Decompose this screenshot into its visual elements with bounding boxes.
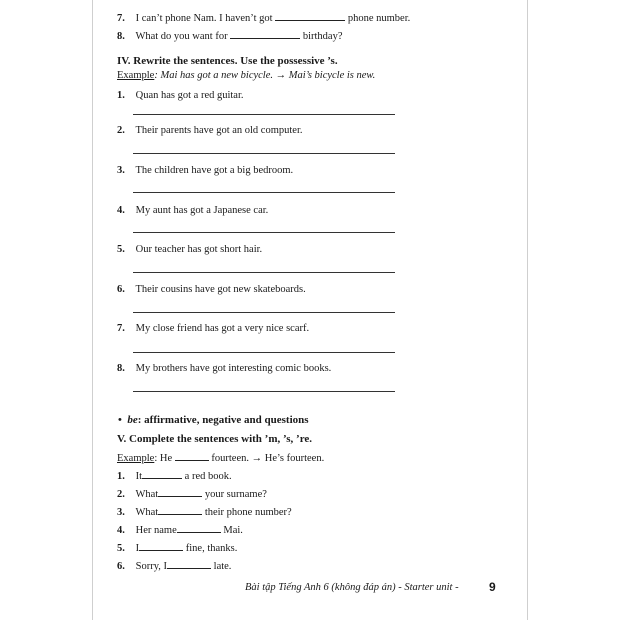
page-number: 9 <box>489 580 496 594</box>
exercise-4-item <box>117 243 262 256</box>
exercise-5-item <box>117 469 232 483</box>
example-blank <box>175 451 209 461</box>
item-text: My aunt has got a Japanese car. <box>135 205 269 216</box>
item-number: 1. <box>117 90 125 101</box>
answer-blank[interactable] <box>167 559 211 569</box>
section-4-title: IV. Rewrite the sentences. Use the possessive ’s. <box>117 55 338 67</box>
item-text: Our teacher has got short hair. <box>135 244 263 255</box>
answer-blank[interactable] <box>275 11 345 21</box>
item-text-after: their phone number? <box>204 507 292 518</box>
exercise-5-item <box>117 559 231 573</box>
item-text-after: birthday? <box>302 31 343 42</box>
exercise-5-item <box>117 487 267 501</box>
item-text: Their cousins have got new skateboards. <box>135 284 306 295</box>
item-number: 4. <box>117 525 125 536</box>
item-number: 4. <box>117 205 125 216</box>
exercise-5-item <box>117 505 292 519</box>
item-text: Quan has got a red guitar. <box>135 90 244 101</box>
item-text-before: Her name <box>135 525 177 536</box>
item-text-before: I can’t phone Nam. I haven’t got <box>135 13 273 24</box>
page-footer: Bài tập Tiếng Anh 6 (không đáp án) - Starter unit - <box>245 582 459 593</box>
exercise-4-item <box>117 124 303 137</box>
item-number: 2. <box>117 125 125 136</box>
exercise-4-item <box>117 362 331 375</box>
item-number: 8. <box>117 363 125 374</box>
example-before: : He <box>154 453 173 464</box>
answer-blank[interactable] <box>142 469 182 479</box>
section-4-example <box>117 70 375 81</box>
exercise-4-item <box>117 89 244 102</box>
grammar-rest: : affirmative, negative and questions <box>137 414 309 426</box>
exercise-4-item <box>117 204 268 217</box>
answer-line[interactable] <box>133 232 395 233</box>
item-text-after: Mai. <box>223 525 243 536</box>
item-text-after: a red book. <box>184 471 232 482</box>
exercise-5-item <box>117 523 243 537</box>
item-number: 2. <box>117 489 125 500</box>
section-5-title: V. Complete the sentences with ’m, ’s, ’re. <box>117 433 313 445</box>
item-number: 7. <box>117 13 125 24</box>
item-number: 6. <box>117 284 125 295</box>
answer-line[interactable] <box>133 192 395 193</box>
item-number: 3. <box>117 507 125 518</box>
item-text-before: It <box>135 471 143 482</box>
page-left-edge <box>92 0 93 620</box>
item-text-before: What <box>135 489 159 500</box>
page-right-edge <box>527 0 528 620</box>
exercise-4-item <box>117 322 309 335</box>
answer-blank[interactable] <box>230 29 300 39</box>
answer-blank[interactable] <box>158 505 202 515</box>
item-text: My close friend has got a very nice scarf. <box>135 323 310 334</box>
grammar-term: be <box>127 414 138 426</box>
answer-line[interactable] <box>133 153 395 154</box>
example-text: : Mai has got a new bicycle. → Mai’s bicycle is new. <box>154 70 376 81</box>
item-text-after: fine, thanks. <box>185 543 238 554</box>
item-text: The children have got a big bedroom. <box>135 165 294 176</box>
answer-blank[interactable] <box>177 523 221 533</box>
exercise-4-item <box>117 283 306 296</box>
item-number: 5. <box>117 244 125 255</box>
item-number: 6. <box>117 561 125 572</box>
item-number: 8. <box>117 31 125 42</box>
example-label: Example <box>117 453 155 464</box>
example-label: Example <box>117 70 155 81</box>
answer-blank[interactable] <box>158 487 202 497</box>
item-text-before: What <box>135 507 159 518</box>
item-text-before: Sorry, I <box>135 561 168 572</box>
item-text-before: I <box>135 543 140 554</box>
answer-line[interactable] <box>133 114 395 115</box>
section-5-example <box>117 451 324 464</box>
item-number: 7. <box>117 323 125 334</box>
item-text-after: late. <box>213 561 232 572</box>
item-text: Their parents have got an old computer. <box>135 125 303 136</box>
answer-line[interactable] <box>133 352 395 353</box>
grammar-heading <box>118 414 309 426</box>
item-text-before: What do you want for <box>135 31 228 42</box>
exercise-5-item <box>117 541 237 555</box>
item-text-after: your surname? <box>204 489 267 500</box>
exercise-4-item <box>117 164 293 177</box>
item-text-after: phone number. <box>347 13 411 24</box>
answer-line[interactable] <box>133 312 395 313</box>
example-after: fourteen. → He’s fourteen. <box>211 453 325 464</box>
answer-line[interactable] <box>133 391 395 392</box>
item-number: 1. <box>117 471 125 482</box>
exercise-3-item-8 <box>117 29 343 43</box>
answer-line[interactable] <box>133 272 395 273</box>
answer-blank[interactable] <box>139 541 183 551</box>
bullet-icon: • <box>118 414 122 426</box>
item-number: 3. <box>117 165 125 176</box>
exercise-3-item-7 <box>117 11 410 25</box>
item-number: 5. <box>117 543 125 554</box>
item-text: My brothers have got interesting comic books. <box>135 363 332 374</box>
